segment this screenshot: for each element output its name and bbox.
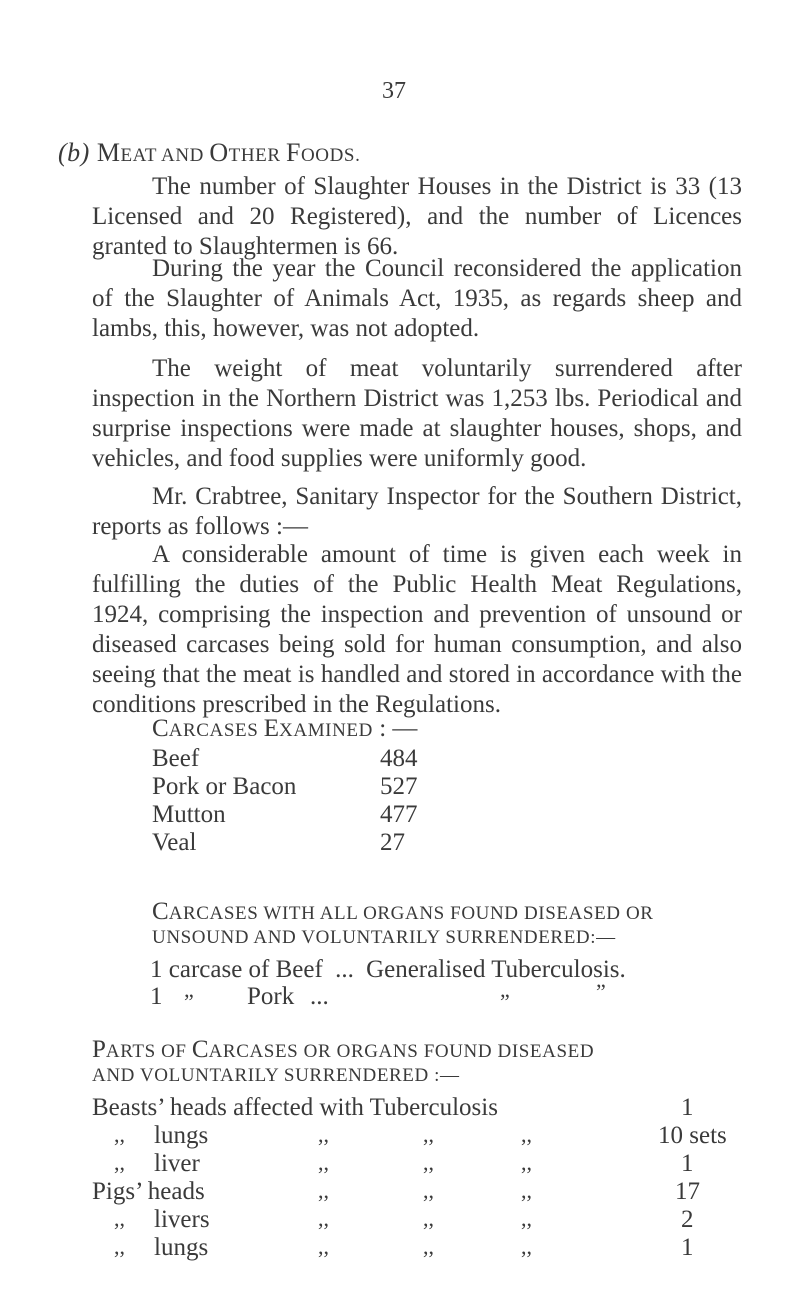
paragraph-crabtree: Mr. Crabtree, Sanitary Inspector for the Southern District, reports as follows :— (92, 483, 742, 540)
diseased-carcase-row: 1 „ Pork ... „ ” (150, 977, 606, 1010)
diseased-carcases-heading-line2: UNSOUND AND VOLUNTARILY SURRENDERED:— (152, 927, 616, 948)
diseased-carcase-row: 1 carcase of Beef ... Generalised Tuberculosis. (150, 956, 626, 983)
paragraph-slaughter-houses: The number of Slaughter Houses in the District is 33 (13 Licensed and 20 Registered), and the number of Licences granted to Slaughtermen is 66. (92, 173, 742, 260)
carcases-examined-list: Beef 484 Pork or Bacon 527 Mutton 477 Veal 27 (152, 745, 418, 856)
section-heading: (b) MEAT AND OTHER FOODS. (58, 138, 361, 167)
page-number: 37 (382, 78, 406, 104)
table-row: ,, liver ,, ,, ,, 1 (114, 1150, 694, 1177)
table-row: Beasts’ heads affected with Tuberculosis 1 (92, 1094, 694, 1121)
table-row: ,, lungs ,, ,, ,, 10 sets (114, 1122, 727, 1149)
table-row: Pigs’ heads ,, ,, ,, 17 (92, 1178, 700, 1205)
section-marker: (b) (58, 138, 90, 167)
table-row: ,, livers ,, ,, ,, 2 (114, 1206, 694, 1233)
paragraph-northern-district: The weight of meat voluntarily surrendered after inspection in the Northern District was 1,253 lbs. Periodical and surprise inspections were made at slaughter houses, shops, and vehicles, and food supplies were uniformly good. (92, 355, 742, 472)
paragraph-slaughter-act: During the year the Council reconsidered the application of the Slaughter of Animals Act, 1935, as regards sheep and lambs, this, however, was not adopted. (92, 255, 742, 342)
parts-heading-line2: AND VOLUNTARILY SURRENDERED :— (92, 1065, 460, 1086)
parts-heading-line1: PARTS OF CARCASES OR ORGANS FOUND DISEASED (92, 1036, 595, 1063)
table-row: ,, lungs ,, ,, ,, 1 (114, 1234, 694, 1261)
paragraph-meat-regulations: A considerable amount of time is given each week in fulfilling the duties of the Public Health Meat Regulations, 1924, comprising the inspection and prevention of unsound or diseased carcases being sold for human consumption, and also seeing that the meat is handled and stored in accordance with the conditions prescribed in the Regulations. (92, 541, 742, 718)
diseased-carcases-heading-line1: CARCASES WITH ALL ORGANS FOUND DISEASED OR (152, 898, 654, 925)
carcases-examined-heading: CARCASES EXAMINED : — (152, 715, 418, 742)
